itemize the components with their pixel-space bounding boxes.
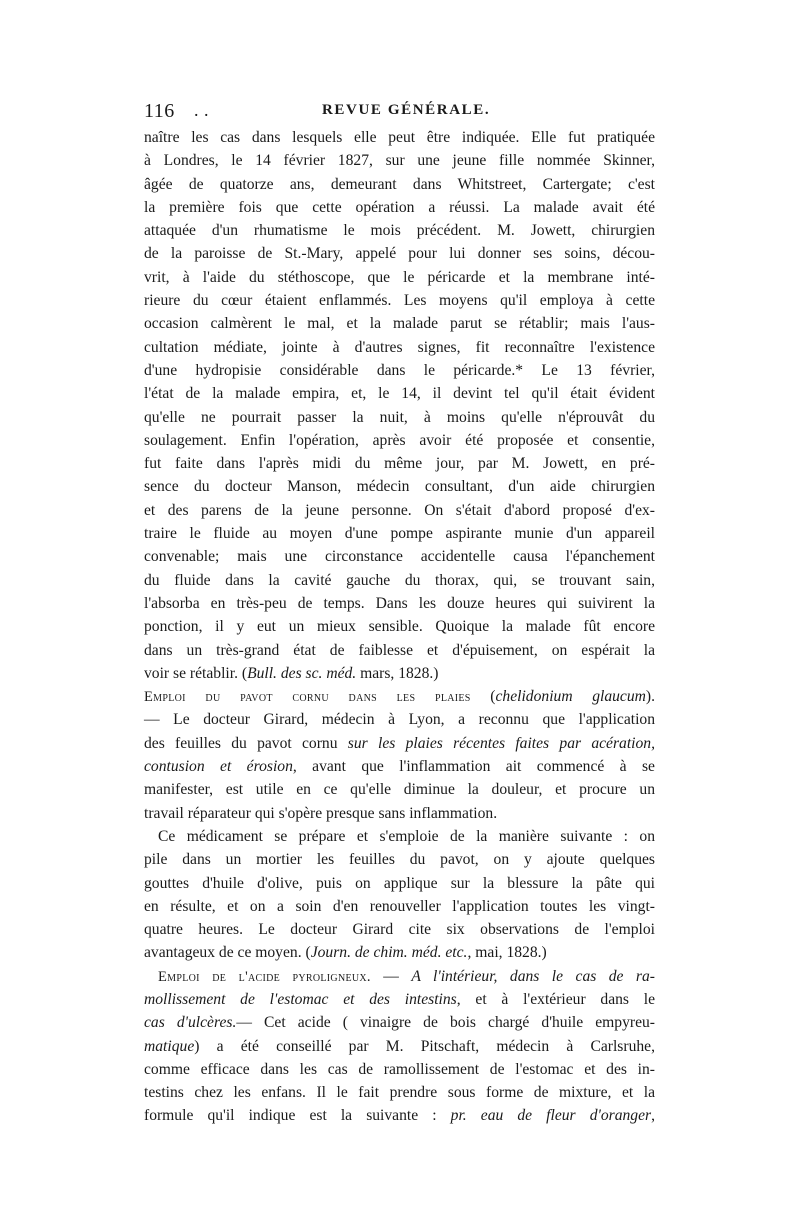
- text-line: [144, 219, 655, 242]
- text-text: Ce médicament se prépare et s'emploie de la manière suivante : on: [158, 827, 655, 845]
- text-text: occasion calmèrent le mal, et la malade parut se rétablir; mais l'aus-: [144, 315, 655, 333]
- text-line: [144, 242, 655, 265]
- text-pre: (: [470, 688, 496, 706]
- text-line: [144, 382, 655, 405]
- text-line: [144, 406, 655, 429]
- text-text: traire le fluide au moyen d'une pompe aspirante munie d'un appareil: [144, 525, 655, 543]
- text-text: comme efficace dans les cas de ramollissement de l'estomac et des in-: [144, 1060, 655, 1078]
- text-line: [144, 1058, 655, 1081]
- text-text: dans un très-grand état de faiblesse et d'épuisement, on espérait la: [144, 641, 655, 659]
- text-text: du fluide dans la cavité gauche du thorax, qui, se trouvant sain,: [144, 571, 655, 589]
- text-line: [144, 802, 655, 825]
- text-line: [144, 1011, 655, 1034]
- text-post: mars, 1828.): [356, 664, 439, 682]
- text-line: [144, 662, 655, 685]
- text-line: [144, 569, 655, 592]
- text-text: naître les cas dans lesquels elle peut être indiquée. Elle fut pratiquée: [144, 129, 655, 146]
- running-head: REVUE GÉNÉRALE.: [322, 102, 491, 118]
- text-line: [144, 918, 655, 941]
- text-pre: — Le docteur Girard, médecin à Lyon, a reconnu que l'application: [144, 711, 655, 729]
- text-text: ponction, il y eut un mieux sensible. Quoique la malade fût encore: [144, 618, 655, 636]
- text-text: travail réparateur qui s'opère presque sans inflammation.: [144, 804, 498, 822]
- text-italic: pr. eau de fleur d'oranger: [450, 1107, 652, 1125]
- text-italic: cas d'ulcères.: [144, 1014, 237, 1032]
- text-sc: Emploi de l'acide pyroligneux.: [158, 968, 371, 985]
- text-text: manifester, est utile en ce qu'elle diminue la douleur, et procure un: [144, 781, 655, 799]
- text-italic: A l'intérieur, dans le cas de ra-: [411, 967, 655, 985]
- text-text: quatre heures. Le docteur Girard cite six observations de l'emploi: [144, 921, 655, 939]
- text-line: [144, 755, 655, 778]
- text-line: [144, 965, 655, 988]
- text-italic: mollissement de l'estomac et des intestins: [144, 990, 457, 1008]
- text-line: [144, 592, 655, 615]
- text-text: fut faite dans l'après midi du même jour, par M. Jowett, en pré-: [144, 455, 655, 473]
- text-text: pile dans un mortier les feuilles du pavot, on y ajoute quelques: [144, 851, 655, 869]
- text-post: , et à l'extérieur dans le: [456, 990, 655, 1008]
- text-line: [144, 685, 655, 708]
- page-number: 116: [144, 100, 175, 122]
- text-line: [144, 545, 655, 568]
- text-pre: —: [370, 967, 412, 985]
- text-post: ).: [645, 688, 656, 706]
- text-text: vrit, à l'aide du stéthoscope, que le péricarde et la membrane inté-: [144, 268, 655, 286]
- text-line: [144, 126, 655, 149]
- text-post: , mai, 1828.): [467, 944, 547, 962]
- text-line: [144, 825, 655, 848]
- text-line: [144, 988, 655, 1011]
- header-dots: . .: [194, 100, 209, 120]
- text-line: [144, 895, 655, 918]
- text-text: sence du docteur Manson, médecin consultant, d'un aide chirurgien: [144, 478, 655, 496]
- text-pre: testins chez les enfans. Il le fait prendre sous forme de mixture, et la: [144, 1084, 655, 1102]
- text-pre: formule qu'il indique est la suivante :: [144, 1107, 451, 1125]
- text-text: attaquée d'un rhumatisme le mois précédent. M. Jowett, chirurgien: [144, 222, 655, 240]
- text-post: — Cet acide ( vinaigre de bois chargé d'huile empyreu-: [236, 1014, 656, 1032]
- text-text: cultation médiate, jointe à d'autres signes, fit reconnaître l'existence: [144, 338, 655, 356]
- text-text: l'état de la malade empira, et, le 14, il devint tel qu'il était évident: [144, 385, 655, 403]
- text-post: , avant que l'inflammation ait commencé à se: [292, 758, 655, 776]
- text-line: [144, 522, 655, 545]
- text-line: [144, 1081, 655, 1104]
- text-text: gouttes d'huile d'olive, puis on applique sur la blessure la pâte qui: [144, 874, 655, 892]
- text-text: la première fois que cette opération a réussi. La malade avait été: [144, 198, 655, 216]
- text-post: ) a été conseillé par M. Pitschaft, médecin à Carlsruhe,: [194, 1037, 655, 1055]
- text-sc: Emploi du pavot cornu dans les plaies: [144, 689, 471, 706]
- text-italic: contusion et érosion: [144, 758, 293, 776]
- text-line: [144, 452, 655, 475]
- text-text: soulagement. Enfin l'opération, après avoir été proposée et consentie,: [144, 431, 655, 449]
- text-line: [144, 475, 655, 498]
- text-line: [144, 336, 655, 359]
- text-line: [144, 196, 655, 219]
- text-line: [144, 359, 655, 382]
- text-italic: chelidonium glaucum: [495, 688, 646, 706]
- text-text: l'absorba en très-peu de temps. Dans les douze heures qui suivirent la: [144, 594, 655, 612]
- text-line: [144, 732, 655, 755]
- text-line: [144, 708, 655, 731]
- text-pre: avantageux de ce moyen. (: [144, 944, 311, 962]
- text-text: âgée de quatorze ans, demeurant dans Whitstreet, Cartergate; c'est: [144, 175, 655, 193]
- text-text: convenable; mais une circonstance accidentelle causa l'épanchement: [144, 548, 655, 566]
- text-italic: Journ. de chim. méd. etc.: [310, 944, 468, 962]
- text-italic: Bull. des sc. méd.: [247, 664, 357, 682]
- text-pre: des feuilles du pavot cornu: [144, 734, 348, 752]
- text-pre: voir se rétablir. (: [144, 664, 248, 682]
- text-line: [144, 872, 655, 895]
- body-text: [144, 126, 655, 1128]
- text-line: [144, 266, 655, 289]
- text-line: [144, 149, 655, 172]
- text-text: qu'elle ne pourrait passer la nuit, à moins qu'elle n'éprouvât du: [144, 408, 655, 426]
- text-line: [144, 615, 655, 638]
- text-line: [144, 778, 655, 801]
- text-text: de la paroisse de St.-Mary, appelé pour lui donner ses soins, décou-: [144, 245, 655, 263]
- text-italic: matique: [144, 1037, 195, 1055]
- text-line: [144, 499, 655, 522]
- text-line: [144, 1104, 655, 1127]
- text-line: [144, 639, 655, 662]
- text-text: en résulte, et on a soin d'en renouveller l'application toutes les vingt-: [144, 897, 655, 915]
- text-text: et des parens de la jeune personne. On s'était d'abord proposé d'ex-: [144, 501, 655, 519]
- text-line: [144, 848, 655, 871]
- text-line: [144, 941, 655, 964]
- text-text: rieure du cœur étaient enflammés. Les moyens qu'il employa à cette: [144, 292, 655, 310]
- text-line: [144, 429, 655, 452]
- text-text: d'une hydropisie considérable dans le péricarde.* Le 13 février,: [144, 361, 655, 379]
- text-italic: sur les plaies récentes faites par acération,: [347, 734, 655, 752]
- text-line: [144, 173, 655, 196]
- text-line: [144, 1035, 655, 1058]
- text-post: ,: [651, 1107, 655, 1125]
- text-text: à Londres, le 14 février 1827, sur une jeune fille nommée Skinner,: [144, 152, 655, 170]
- text-line: [144, 312, 655, 335]
- text-line: [144, 289, 655, 312]
